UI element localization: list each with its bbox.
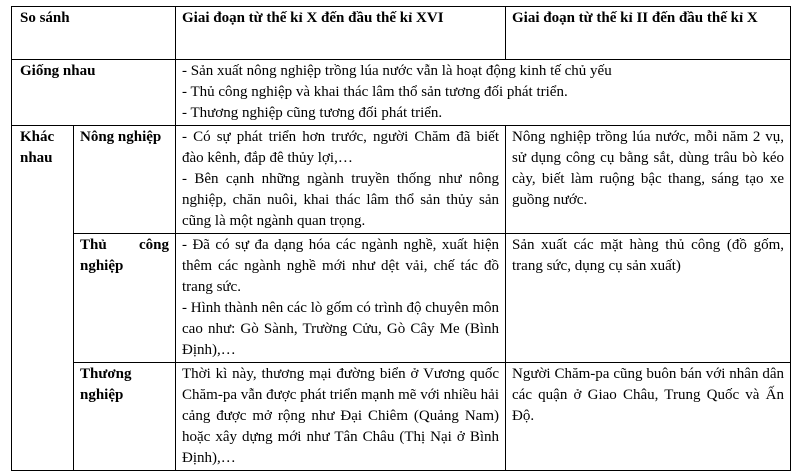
differences-label: Khác nhau: [12, 126, 74, 471]
similarities-row: [12, 60, 791, 126]
earlier-period-cell: Người Chăm-pa cũng buôn bán với nhân dân các quận ở Giao Châu, Trung Quốc và Ấn Độ.: [506, 363, 791, 471]
similarity-line: - Thủ công nghiệp và khai thác lâm thổ sản tương đối phát triển.: [182, 84, 568, 100]
similarity-line: - Thương nghiệp cũng tương đối phát triển.: [182, 105, 443, 121]
later-period-cell: Thời kì này, thương mại đường biển ở Vương quốc Chăm-pa vẫn được phát triển mạnh mẽ với nhiều hải cảng được mở rộng như Đại Chiêm (Quảng Nam) hoặc xây dựng mới như Tân Châu (Thị Nại ở Bình Định),…: [176, 363, 506, 471]
header-compare-cell: So sánh: [12, 7, 176, 60]
earlier-period-cell: Nông nghiệp trồng lúa nước, mỗi năm 2 vụ, sử dụng công cụ bằng sắt, dùng trâu bò kéo cày, biết làm ruộng bậc thang, sáng tạo xe guồng nước.: [506, 126, 791, 234]
earlier-period-cell: Sản xuất các mặt hàng thủ công (đồ gốm, trang sức, dụng cụ sản xuất): [506, 234, 791, 363]
header-earlier-period-cell: Giai đoạn từ thế kỉ II đến đầu thế kỉ X: [506, 7, 791, 60]
header-row: [12, 7, 791, 60]
difference-row-label: Thương nghiệp: [74, 363, 176, 471]
similarities-label: Giống nhau: [12, 60, 176, 126]
difference-row-label: Nông nghiệp: [74, 126, 176, 234]
difference-row-commerce: [12, 363, 791, 471]
later-period-cell: - Đã có sự đa dạng hóa các ngành nghề, xuất hiện thêm các ngành nghề mới như dệt vải, chế tác đồ trang sức. - Hình thành nên các lò gốm có trình độ chuyên môn cao như: Gò Sành, Trường Cửu, Gò Cây Me (Bình Định),…: [176, 234, 506, 363]
later-period-cell: - Có sự phát triển hơn trước, người Chăm đã biết đào kênh, đắp đê thủy lợi,… - Bên cạnh những ngành truyền thống như nông nghiệp, chăn nuôi, khai thác lâm thổ sản thủy sản cũng là một ngành quan trọng.: [176, 126, 506, 234]
difference-row-handicraft: [12, 234, 791, 363]
difference-row-label: Thủ công nghiệp: [74, 234, 176, 363]
similarity-line: - Sản xuất nông nghiệp trồng lúa nước vẫn là hoạt động kinh tế chủ yếu: [182, 63, 612, 79]
difference-row-agriculture: [12, 126, 791, 234]
comparison-table: [11, 6, 791, 471]
header-later-period-cell: Giai đoạn từ thế kỉ X đến đầu thế kỉ XVI: [176, 7, 506, 60]
similarities-content: [176, 60, 791, 126]
